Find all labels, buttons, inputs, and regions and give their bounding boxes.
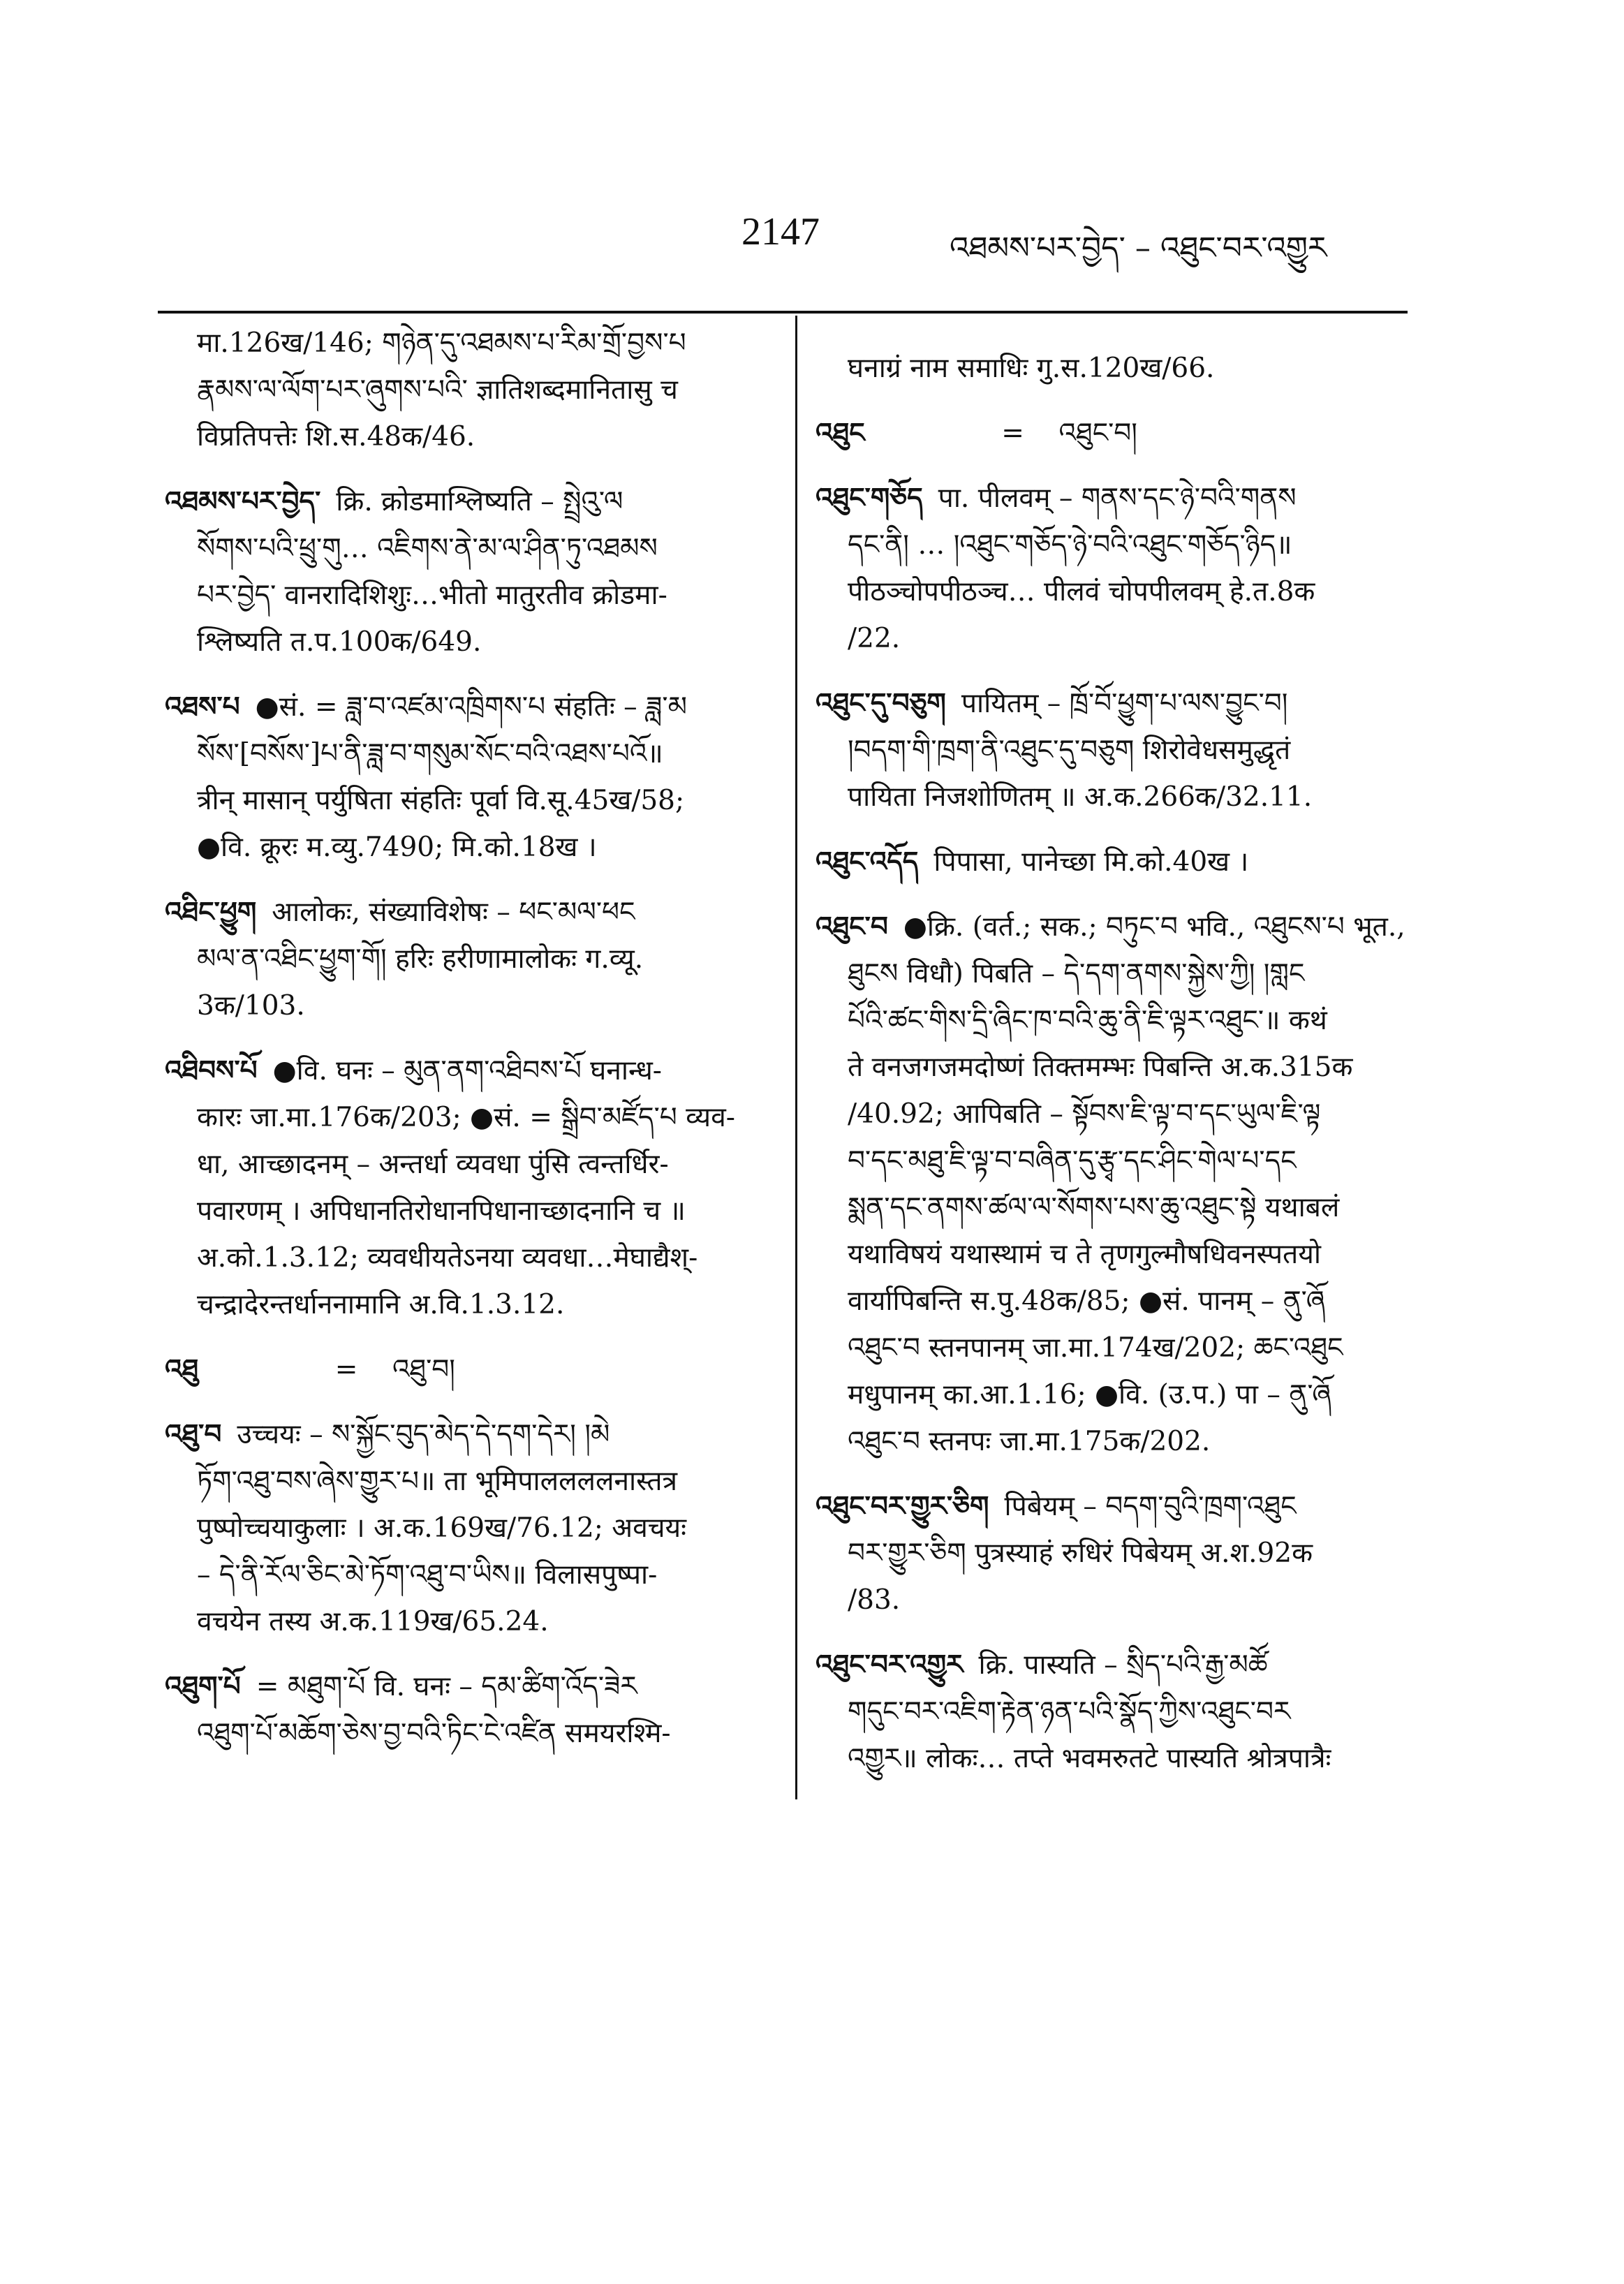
entry-line xyxy=(815,839,1410,885)
dictionary-entry xyxy=(815,680,1410,820)
entry-line xyxy=(815,1577,1410,1623)
entry-line xyxy=(165,1598,783,1645)
running-head: འཐམས་པར་བྱེད་ – འཐུང་བར་འགྱུར xyxy=(950,230,1327,266)
column-divider xyxy=(795,316,797,1799)
entry-line xyxy=(815,475,1410,522)
entry-line xyxy=(165,1235,783,1281)
entry-text: पा. पीलवम् – གནས་དང་ཉེ་བའི་གནས xyxy=(938,482,1297,514)
headword: འཐིང་ཕྱུག xyxy=(165,896,257,928)
entry-text: यथाविषयं यथास्थामं च ते तृणगुल्मौषधिवनस्पतयो xyxy=(848,1239,1321,1270)
entry-line xyxy=(165,889,783,936)
left-column xyxy=(165,320,783,1757)
entry-line xyxy=(815,1137,1410,1184)
entry-text: = མཐུག་པོ वि. घनः – དམ་ཚིག་འོད་ཟེར xyxy=(256,1671,637,1702)
entry-text: གདུང་བར་འཇིག་རྟེན་ཉན་པའི་སྣོད་ཀྱིས་འཐུང་བར xyxy=(848,1696,1291,1727)
entry-text: སྨན་དང་ནགས་ཚལ་ལ་སོགས་པས་ཆུ་འཐུང་སྟེ यथाबलं xyxy=(848,1192,1340,1223)
entry-line xyxy=(815,568,1410,615)
entry-line xyxy=(165,525,783,572)
entry-text: पुष्पोच्चयाकुलाः । अ.क.169ख/76.12; अवचयः xyxy=(197,1512,687,1544)
entry-line xyxy=(815,615,1410,662)
entry-text: चन्द्रादेरन्तर्धाननामानि अ.वि.1.3.12. xyxy=(197,1289,565,1320)
entry-text: क्रि. पास्यति – སྲིད་པའི་རྒྱ་མཚོ xyxy=(978,1649,1268,1681)
entry-line xyxy=(165,1710,783,1757)
entry-text: घनाग्रं नाम समाधिः गु.स.120ख/66. xyxy=(848,353,1215,384)
entry-text: སོས་[བསོས་]པ་ནི་ཟླ་བ་གསུམ་སོང་བའི་འཐས་པའོ॥ xyxy=(197,738,663,769)
entry-text: = འཐུང་བ། xyxy=(880,418,1137,449)
entry-text: पवारणम् । अपिधानतिरोधानपिधानाच्छादनानि च ॥ xyxy=(197,1195,686,1227)
entry-line xyxy=(165,824,783,871)
entry-line xyxy=(165,1458,783,1505)
entry-text: /22. xyxy=(848,623,901,654)
entry-line xyxy=(165,320,783,367)
headword: འཐུང་འདོད xyxy=(815,846,919,878)
entry-text: འགྱུར॥ लोकः… तप्ते भवमरुतटे पास्यति श्रोत्रपात्रैः xyxy=(848,1743,1331,1774)
entry-text: पायितम् – ཁྲོ་བོ་ཕྱུག་པ་ལས་བྱུང་བ། xyxy=(961,688,1288,719)
entry-line xyxy=(815,1735,1410,1782)
headword: འཐུང་བར་གྱུར་ཅིག xyxy=(815,1490,989,1522)
entry-line xyxy=(815,950,1410,997)
entry-line xyxy=(815,1325,1410,1371)
headword: འཐིབས་པོ xyxy=(165,1054,258,1086)
dictionary-entry xyxy=(815,1483,1410,1623)
dictionary-entry xyxy=(815,1642,1410,1782)
entry-line xyxy=(165,478,783,525)
entry-text: पायिता निजशोणितम् ॥ अ.क.266क/32.11. xyxy=(848,781,1313,813)
entry-continuation xyxy=(165,320,783,460)
headword: འཐུང་བར་འགྱུར xyxy=(815,1649,964,1681)
entry-text: བ་དང་མཐུ་ཇི་ལྟ་བ་བཞིན་དུ་རྩྭ་དང་ཤིང་གེལ་པ་དང xyxy=(848,1145,1297,1177)
entry-line xyxy=(815,410,1410,457)
entry-text: मा.126ख/146; གཉེན་དུ་འཐམས་པ་རིམ་གྲོ་བྱས་པ xyxy=(197,327,686,359)
entry-line xyxy=(815,680,1410,727)
dictionary-entry xyxy=(165,1663,783,1757)
entry-line xyxy=(815,1483,1410,1530)
entry-text: मधुपानम् का.आ.1.16; ●वि. (उ.प.) पा – ནུ་ཞོ xyxy=(848,1379,1331,1410)
entry-text: /83. xyxy=(848,1584,901,1616)
entry-text: – དེ་ནི་རོལ་ཅིང་མེ་ཏོག་འཐུ་བ་ཡིས॥ विलासपुष्पा- xyxy=(197,1559,658,1591)
entry-text: श्लिष्यति त.प.100क/649. xyxy=(197,626,482,658)
dictionary-entry xyxy=(165,1047,783,1328)
entry-line xyxy=(165,1281,783,1328)
entry-line xyxy=(165,1141,783,1188)
entry-text: धा, आच्छादनम् – अन्तर्धा व्यवधा पुंसि त्वन्तर्धिर- xyxy=(197,1149,669,1180)
entry-line xyxy=(165,684,783,730)
entry-line xyxy=(815,997,1410,1044)
entry-line xyxy=(165,1047,783,1094)
dictionary-entry xyxy=(815,410,1410,457)
entry-text: कारः जा.मा.176क/203; ●सं. = སྒྲིབ་མཛོད་པ व्यव- xyxy=(197,1102,735,1133)
entry-line xyxy=(815,774,1410,820)
entry-text: རྣམས་ལ་ལོག་པར་ཞུགས་པའི་ ज्ञातिशब्दमानितासु च xyxy=(197,374,678,406)
headword: འཐུ xyxy=(165,1353,199,1385)
entry-text: पीठञ्चोपपीठञ्च… पीलवं चोपपीलवम् हे.त.8क xyxy=(848,576,1315,607)
entry-line xyxy=(815,904,1410,950)
entry-line xyxy=(165,982,783,1029)
entry-line xyxy=(165,619,783,665)
entry-line xyxy=(165,1346,783,1393)
entry-text: वचयेन तस्य अ.क.119ख/65.24. xyxy=(197,1606,549,1637)
entry-text: ●वि. घनः – མུན་ནག་འཐིབས་པོ घनान्ध- xyxy=(272,1055,662,1086)
entry-line xyxy=(815,727,1410,774)
entry-text: འཐུང་བ स्तनपानम् जा.मा.174ख/202; ཆང་འཐུང xyxy=(848,1332,1343,1364)
entry-line xyxy=(815,1530,1410,1577)
entry-line xyxy=(815,1184,1410,1231)
entry-line xyxy=(165,777,783,824)
entry-line xyxy=(165,730,783,777)
entry-line xyxy=(165,1188,783,1235)
entry-text: ●वि. क्रूरः म.व्यु.7490; मि.को.18ख । xyxy=(197,832,597,863)
entry-line xyxy=(815,1688,1410,1735)
headword: འཐུང་བ xyxy=(815,911,888,943)
entry-line xyxy=(815,522,1410,568)
dictionary-entry xyxy=(165,1411,783,1645)
entry-text: = འཐུ་བ། xyxy=(214,1354,455,1385)
entry-text: ते वनजगजमदोष्णं तिक्तमम्भः पिबन्ति अ.क.315क xyxy=(848,1052,1353,1083)
entry-text: སོགས་པའི་ཕྲུ་གུ… འཇིགས་ནེ་མ་ལ་ཤིན་ཏུ་འཐམས xyxy=(197,533,658,564)
entry-line xyxy=(165,936,783,982)
entry-text: ●क्रि. (वर्त.; सक.; བཏུང་བ भवि., འཐུངས་པ भूत., xyxy=(903,911,1405,943)
headword: འཐུག་པོ xyxy=(165,1670,241,1702)
entry-text: पिबेयम् – བདག་བུའི་ཁྲག་འཐུང xyxy=(1004,1491,1297,1522)
entry-line xyxy=(165,1505,783,1552)
page-number: 2147 xyxy=(741,210,820,253)
headword: འཐམས་པར་བྱེད་ xyxy=(165,485,321,517)
entry-text: །བདག་གི་ཁྲག་ནི་འཐུང་དུ་བཅུག शिरोवेधसमुद्धृतं xyxy=(848,735,1291,766)
entry-line xyxy=(165,1094,783,1141)
entry-text: अ.को.1.3.12; व्यवधीयतेऽनया व्यवधा…मेघाद्यैश्- xyxy=(197,1242,698,1274)
entry-line xyxy=(165,1663,783,1710)
entry-continuation xyxy=(815,345,1410,392)
headword: འཐུ་བ xyxy=(165,1418,222,1450)
right-column xyxy=(815,345,1410,1782)
headword: འཐུང xyxy=(815,417,865,449)
entry-text: उच्चयः – ས་སྐྱོང་བུད་མེད་དེ་དག་དེར། །མེ xyxy=(237,1419,610,1450)
entry-text: /40.92; आपिबति – སྟོབས་ཇི་ལྟ་བ་དང་ཡུལ་ཇི་ལྟ xyxy=(848,1098,1321,1130)
entry-text: འཐུག་པོ་མཆོག་ཅེས་བྱ་བའི་ཏིང་ངེ་འཛིན समयरश्मि- xyxy=(197,1718,671,1749)
entry-line xyxy=(815,1044,1410,1091)
dictionary-entry xyxy=(165,684,783,871)
entry-text: པར་བྱེད་ वानरादिशिशुः…भीतो मातुरतीव क्रोडमा- xyxy=(197,580,667,611)
entry-text: པོའི་ཚང་གིས་དྲི་ཞིང་ཁ་བའི་ཆུ་ནི་ཇི་ལྟར་འཐུང་॥ कथं xyxy=(848,1005,1327,1036)
entry-text: ཐུངས विधौ) पिबति – དེ་དག་ནགས་སྐྱེས་ཀྱི། །གླང xyxy=(848,958,1305,989)
entry-text: पिपासा, पानेच्छा मि.को.40ख । xyxy=(933,846,1249,878)
dictionary-entry xyxy=(165,478,783,665)
entry-text: वार्यापिबन्ति स.पु.48क/85; ●सं. पानम् – ནུ་ཞོ xyxy=(848,1285,1325,1317)
dictionary-entry xyxy=(815,475,1410,662)
entry-text: विप्रतिपत्तेः शि.स.48क/46. xyxy=(197,421,475,452)
entry-text: आलोकः, संख्याविशेषः – ཕང་མལ་ཕང xyxy=(272,897,635,928)
entry-text: ཏོག་འཐུ་བས་ཞེས་གྱུར་པ॥ ता भूमिपाललललनास्तत्र xyxy=(197,1466,678,1497)
entry-text: དང་ནི། … །འཐུང་གཅོད་ཉེ་བའི་འཐུང་གཅོད་ཉིད॥ xyxy=(848,529,1292,561)
entry-line xyxy=(815,1371,1410,1418)
entry-text: ●सं. = ཟླ་བ་འཛམ་འཁྲིགས་པ संहतिः – ཟླ་མ xyxy=(255,691,687,723)
entry-line xyxy=(815,345,1410,392)
entry-text: क्रि. क्रोडमाश्लिष्यति – སྤྲེའུ་ལ xyxy=(336,486,623,517)
headword: འཐུང་དུ་བཅུག xyxy=(815,687,946,719)
header-rule xyxy=(158,311,1408,314)
entry-text: त्रीन् मासान् पर्युषिता संहतिः पूर्वा वि.सू.45ख/58; xyxy=(197,785,685,816)
entry-line xyxy=(165,1411,783,1458)
entry-line xyxy=(165,1552,783,1598)
dictionary-entry xyxy=(165,889,783,1029)
dictionary-entry xyxy=(815,904,1410,1465)
entry-line xyxy=(815,1642,1410,1688)
entry-line xyxy=(815,1231,1410,1278)
dictionary-entry xyxy=(815,839,1410,885)
entry-line xyxy=(165,572,783,619)
entry-text: 3क/103. xyxy=(197,990,305,1022)
headword: འཐས་པ xyxy=(165,691,240,723)
entry-text: བར་གྱུར་ཅིག पुत्रस्याहं रुधिरं पिबेयम् अ.श.92क xyxy=(848,1538,1313,1569)
entry-line xyxy=(165,413,783,460)
entry-line xyxy=(815,1091,1410,1137)
entry-line xyxy=(815,1278,1410,1325)
entry-text: འཐུང་བ स्तनपः जा.मा.175क/202. xyxy=(848,1426,1211,1457)
entry-line xyxy=(165,367,783,413)
headword: འཐུང་གཅོད xyxy=(815,482,923,514)
entry-line xyxy=(815,1418,1410,1465)
entry-text: མལ་ན་འཐིང་ཕྱུག་གོ། हरिः हरीणामालोकः ग.व्यू. xyxy=(197,943,644,975)
dictionary-entry xyxy=(165,1346,783,1393)
